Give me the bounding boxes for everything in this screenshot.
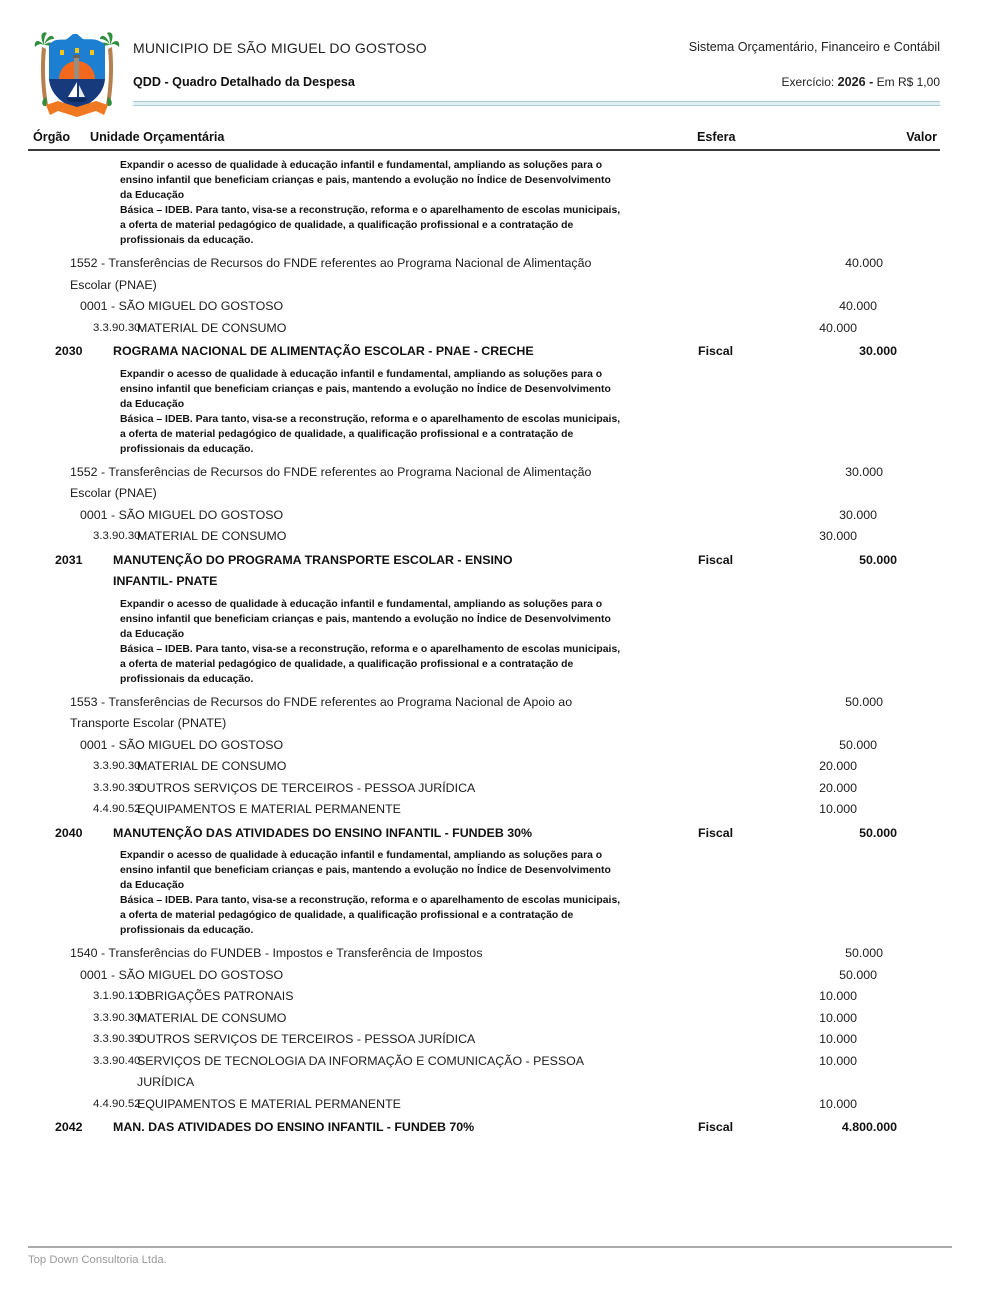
unit-label [80, 965, 690, 987]
detail-label [137, 756, 286, 778]
program-code: 2042 [55, 1120, 83, 1134]
valor-value: 40.000 [845, 256, 883, 270]
valor-value: 20.000 [819, 780, 857, 795]
detail-label-line: SERVIÇOS DE TECNOLOGIA DA INFORMAÇÃO E COMUNICAÇÃO - PESSOA [137, 1053, 585, 1068]
detail-label [137, 1029, 475, 1051]
detail-text [28, 799, 690, 821]
description-line: ensino infantil que beneficiam crianças e pais, mantendo a evolução no Índice de Desenvolvimento [120, 383, 611, 395]
detail-label-line: OUTROS SERVIÇOS DE TERCEIROS - PESSOA JURÍDICA [137, 780, 476, 795]
detail-text [28, 1008, 690, 1030]
table-row-resource [28, 253, 940, 296]
unit-text [28, 735, 690, 757]
valor-value: 10.000 [819, 1010, 857, 1025]
table-row-description [28, 848, 940, 938]
resource-label [70, 253, 690, 296]
program-label-line: MANUTENÇÃO DO PROGRAMA TRANSPORTE ESCOLAR - ENSINO [113, 552, 513, 567]
report-title: QDD - Quadro Detalhado da Despesa [133, 75, 355, 89]
valor-value: 10.000 [819, 802, 857, 816]
program-label [113, 1117, 474, 1139]
table-header [28, 106, 940, 151]
resource-label-line: 1552 - Transferências de Recursos do FNDE referentes ao Programa Nacional de Alimentação [70, 256, 592, 270]
table-row-resource [28, 692, 940, 735]
detail-label-line: MATERIAL DE CONSUMO [137, 759, 287, 773]
esfera-value: Fiscal [698, 552, 734, 567]
table-row-program [28, 1117, 940, 1139]
description-line: profissionais da educação. [120, 673, 254, 685]
program-code: 2030 [55, 344, 83, 358]
description-line: a oferta de material pedagógico de qualidade, a qualificação profissional e a contratação de [120, 220, 574, 231]
valor-value: 20.000 [819, 759, 857, 773]
description-line: da Educação [120, 398, 185, 410]
resource-label [70, 692, 690, 735]
description-line: a oferta de material pedagógico de qualidade, a qualificação profissional e a contratação de [120, 910, 574, 921]
unit-label [80, 505, 690, 527]
table-row-detail [28, 1094, 940, 1116]
resource-label [70, 943, 690, 965]
detail-label-line: OBRIGAÇÕES PATRONAIS [137, 989, 294, 1003]
table-row-program [28, 341, 940, 363]
program-label-line: MAN. DAS ATIVIDADES DO ENSINO INFANTIL - FUNDEB 70% [113, 1120, 475, 1134]
valor-value: 50.000 [839, 737, 877, 752]
valor-value: 50.000 [845, 946, 883, 960]
expense-element-code: 3.3.90.30 [93, 760, 141, 772]
column-header-esfera: Esfera [697, 130, 736, 144]
esfera-value: Fiscal [698, 1120, 734, 1134]
description-line: ensino infantil que beneficiam crianças e pais, mantendo a evolução no Índice de Desenvolvimento [120, 613, 611, 625]
description-line: Básica – IDEB. Para tanto, visa-se a reconstrução, reforma e o aparelhamento de escolas municipais, [120, 643, 621, 655]
column-header-unidade: Unidade Orçamentária [90, 130, 225, 144]
detail-label-line: JURÍDICA [137, 1075, 195, 1089]
table-row-resource [28, 462, 940, 505]
resource-label-line: 1552 - Transferências de Recursos do FNDE referentes ao Programa Nacional de Alimentação [70, 464, 592, 479]
page-footer [28, 1246, 952, 1266]
exercise-year: 2026 - [837, 75, 874, 89]
table-row-detail [28, 526, 940, 548]
valor-value: 30.000 [819, 529, 857, 543]
detail-label-line: MATERIAL DE CONSUMO [137, 1010, 287, 1025]
valor-value: 50.000 [845, 694, 883, 709]
description-line: Expandir o acesso de qualidade à educação infantil e fundamental, ampliando as soluções para o [120, 368, 603, 380]
resource-label-line: Escolar (PNAE) [70, 486, 157, 500]
program-text [28, 823, 690, 845]
program-text [28, 550, 690, 593]
valor-value: 40.000 [819, 320, 857, 335]
detail-text [28, 756, 690, 778]
expense-element-code: 3.3.90.39 [93, 1033, 141, 1045]
description-line: Básica – IDEB. Para tanto, visa-se a reconstrução, reforma e o aparelhamento de escolas municipais, [120, 895, 621, 906]
program-label [113, 550, 513, 593]
description-line: a oferta de material pedagógico de qualidade, a qualificação profissional e a contratação de [120, 428, 574, 440]
detail-text [28, 1094, 690, 1116]
expense-element-code: 3.1.90.13 [93, 990, 141, 1002]
expense-element-code: 3.3.90.40 [93, 1054, 141, 1067]
detail-label-line: EQUIPAMENTOS E MATERIAL PERMANENTE [137, 1096, 401, 1111]
detail-label-line: MATERIAL DE CONSUMO [137, 320, 287, 335]
program-description [120, 597, 690, 687]
description-line: ensino infantil que beneficiam crianças e pais, mantendo a evolução no Índice de Desenvolvimento [120, 175, 611, 186]
program-text [28, 341, 690, 363]
valor-value: 50.000 [859, 825, 897, 840]
program-description [120, 848, 690, 938]
description-line: profissionais da educação. [120, 443, 254, 455]
resource-text [28, 253, 690, 296]
resource-label-line: 1553 - Transferências de Recursos do FNDE referentes ao Programa Nacional de Apoio ao [70, 694, 573, 709]
detail-text [28, 986, 690, 1008]
table-row-detail [28, 778, 940, 800]
detail-label [137, 1051, 584, 1094]
table-row-description [28, 597, 940, 687]
resource-label-line: 1540 - Transferências do FUNDEB - Impostos e Transferência de Impostos [70, 946, 483, 960]
table-row-detail [28, 986, 940, 1008]
detail-label [137, 526, 286, 548]
table-row-description [28, 367, 940, 457]
description-line: profissionais da educação. [120, 235, 254, 246]
unit-text [28, 965, 690, 987]
expense-element-code: 4.4.90.52 [93, 803, 141, 815]
program-label-line: ROGRAMA NACIONAL DE ALIMENTAÇÃO ESCOLAR - PNAE - CRECHE [113, 344, 534, 358]
detail-text [28, 526, 690, 548]
detail-text [28, 1051, 690, 1094]
unit-label [80, 735, 690, 757]
valor-value: 40.000 [839, 299, 877, 313]
resource-label-line: Escolar (PNAE) [70, 277, 157, 292]
detail-label-line: OUTROS SERVIÇOS DE TERCEIROS - PESSOA JURÍDICA [137, 1032, 476, 1046]
detail-label-line: MATERIAL DE CONSUMO [137, 529, 287, 543]
esfera-value: Fiscal [698, 344, 734, 358]
unit-label-line: 0001 - SÃO MIGUEL DO GOSTOSO [80, 507, 284, 522]
program-label-line: INFANTIL- PNATE [113, 574, 218, 588]
table-row-unit [28, 296, 940, 318]
detail-label-line: EQUIPAMENTOS E MATERIAL PERMANENTE [137, 802, 401, 816]
detail-label [137, 318, 286, 340]
detail-label [137, 778, 475, 800]
table-row-program [28, 823, 940, 845]
expense-element-code: 3.3.90.30 [93, 530, 141, 542]
unit-label [80, 296, 690, 318]
unit-text [28, 296, 690, 318]
table-row-detail [28, 1029, 940, 1051]
valor-value: 30.000 [859, 344, 897, 358]
footer-company: Top Down Consultoria Ltda. [28, 1254, 167, 1266]
table-row-description [28, 158, 940, 248]
report-rows [28, 151, 940, 1139]
valor-value: 10.000 [819, 1032, 857, 1046]
table-row-resource [28, 943, 940, 965]
valor-value: 10.000 [819, 1096, 857, 1111]
table-row-detail [28, 1051, 940, 1094]
unit-label-line: 0001 - SÃO MIGUEL DO GOSTOSO [80, 737, 284, 752]
column-header-orgao: Órgão [33, 130, 71, 144]
table-row-program [28, 550, 940, 593]
valor-value: 50.000 [839, 967, 877, 982]
valor-value: 10.000 [819, 989, 857, 1003]
valor-value: 4.800.000 [841, 1120, 897, 1134]
program-code: 2040 [55, 825, 83, 840]
resource-label-line: Transporte Escolar (PNATE) [70, 716, 227, 730]
program-text [28, 1117, 690, 1139]
description-line: ensino infantil que beneficiam crianças e pais, mantendo a evolução no Índice de Desenvolvimento [120, 865, 611, 876]
detail-text [28, 318, 690, 340]
valor-value: 10.000 [819, 1053, 857, 1068]
program-description [120, 158, 690, 248]
report-table [28, 106, 940, 1139]
municipality-name: MUNICIPIO DE SÃO MIGUEL DO GOSTOSO [133, 40, 427, 56]
table-row-detail [28, 318, 940, 340]
resource-text [28, 462, 690, 505]
detail-text [28, 1029, 690, 1051]
exercise-label: Exercício: [781, 75, 835, 89]
description-line: Expandir o acesso de qualidade à educação infantil e fundamental, ampliando as soluções para o [120, 598, 603, 610]
description-line: da Educação [120, 190, 185, 201]
description-line: Básica – IDEB. Para tanto, visa-se a reconstrução, reforma e o aparelhamento de escolas municipais, [120, 205, 621, 216]
program-description [120, 367, 690, 457]
expense-element-code: 3.3.90.30 [93, 1011, 141, 1024]
description-line: Expandir o acesso de qualidade à educação infantil e fundamental, ampliando as soluções para o [120, 160, 603, 171]
program-code: 2031 [55, 552, 83, 567]
system-name: Sistema Orçamentário, Financeiro e Contábil [688, 40, 940, 54]
unit-text [28, 505, 690, 527]
column-header-valor: Valor [906, 130, 937, 144]
unit-label-line: 0001 - SÃO MIGUEL DO GOSTOSO [80, 967, 284, 982]
resource-text [28, 692, 690, 735]
exercise-info [782, 75, 940, 89]
table-row-detail [28, 799, 940, 821]
description-line: da Educação [120, 628, 185, 640]
valor-value: 50.000 [859, 552, 897, 567]
detail-label [137, 1008, 286, 1030]
resource-text [28, 943, 690, 965]
expense-element-code: 4.4.90.52 [93, 1097, 141, 1110]
detail-label [137, 1094, 401, 1116]
valor-value: 30.000 [839, 507, 877, 522]
page-header [133, 40, 940, 89]
description-line: Básica – IDEB. Para tanto, visa-se a reconstrução, reforma e o aparelhamento de escolas municipais, [120, 413, 621, 425]
program-label-line: MANUTENÇÃO DAS ATIVIDADES DO ENSINO INFANTIL - FUNDEB 30% [113, 825, 533, 840]
description-line: a oferta de material pedagógico de qualidade, a qualificação profissional e a contratação de [120, 658, 574, 670]
table-row-unit [28, 505, 940, 527]
description-line: profissionais da educação. [120, 925, 254, 936]
detail-label [137, 986, 294, 1008]
description-line: da Educação [120, 880, 185, 891]
valor-value: 30.000 [845, 464, 883, 479]
resource-label [70, 462, 690, 505]
detail-label [137, 799, 401, 821]
table-row-detail [28, 756, 940, 778]
table-row-unit [28, 735, 940, 757]
table-row-unit [28, 965, 940, 987]
table-row-detail [28, 1008, 940, 1030]
program-label [113, 341, 534, 363]
program-label [113, 823, 532, 845]
expense-element-code: 3.3.90.30 [93, 321, 141, 334]
unit-label-line: 0001 - SÃO MIGUEL DO GOSTOSO [80, 299, 284, 313]
expense-element-code: 3.3.90.39 [93, 781, 141, 794]
currency-note: Em R$ 1,00 [876, 75, 940, 89]
detail-text [28, 778, 690, 800]
description-line: Expandir o acesso de qualidade à educação infantil e fundamental, ampliando as soluções para o [120, 850, 603, 861]
esfera-value: Fiscal [698, 825, 734, 840]
